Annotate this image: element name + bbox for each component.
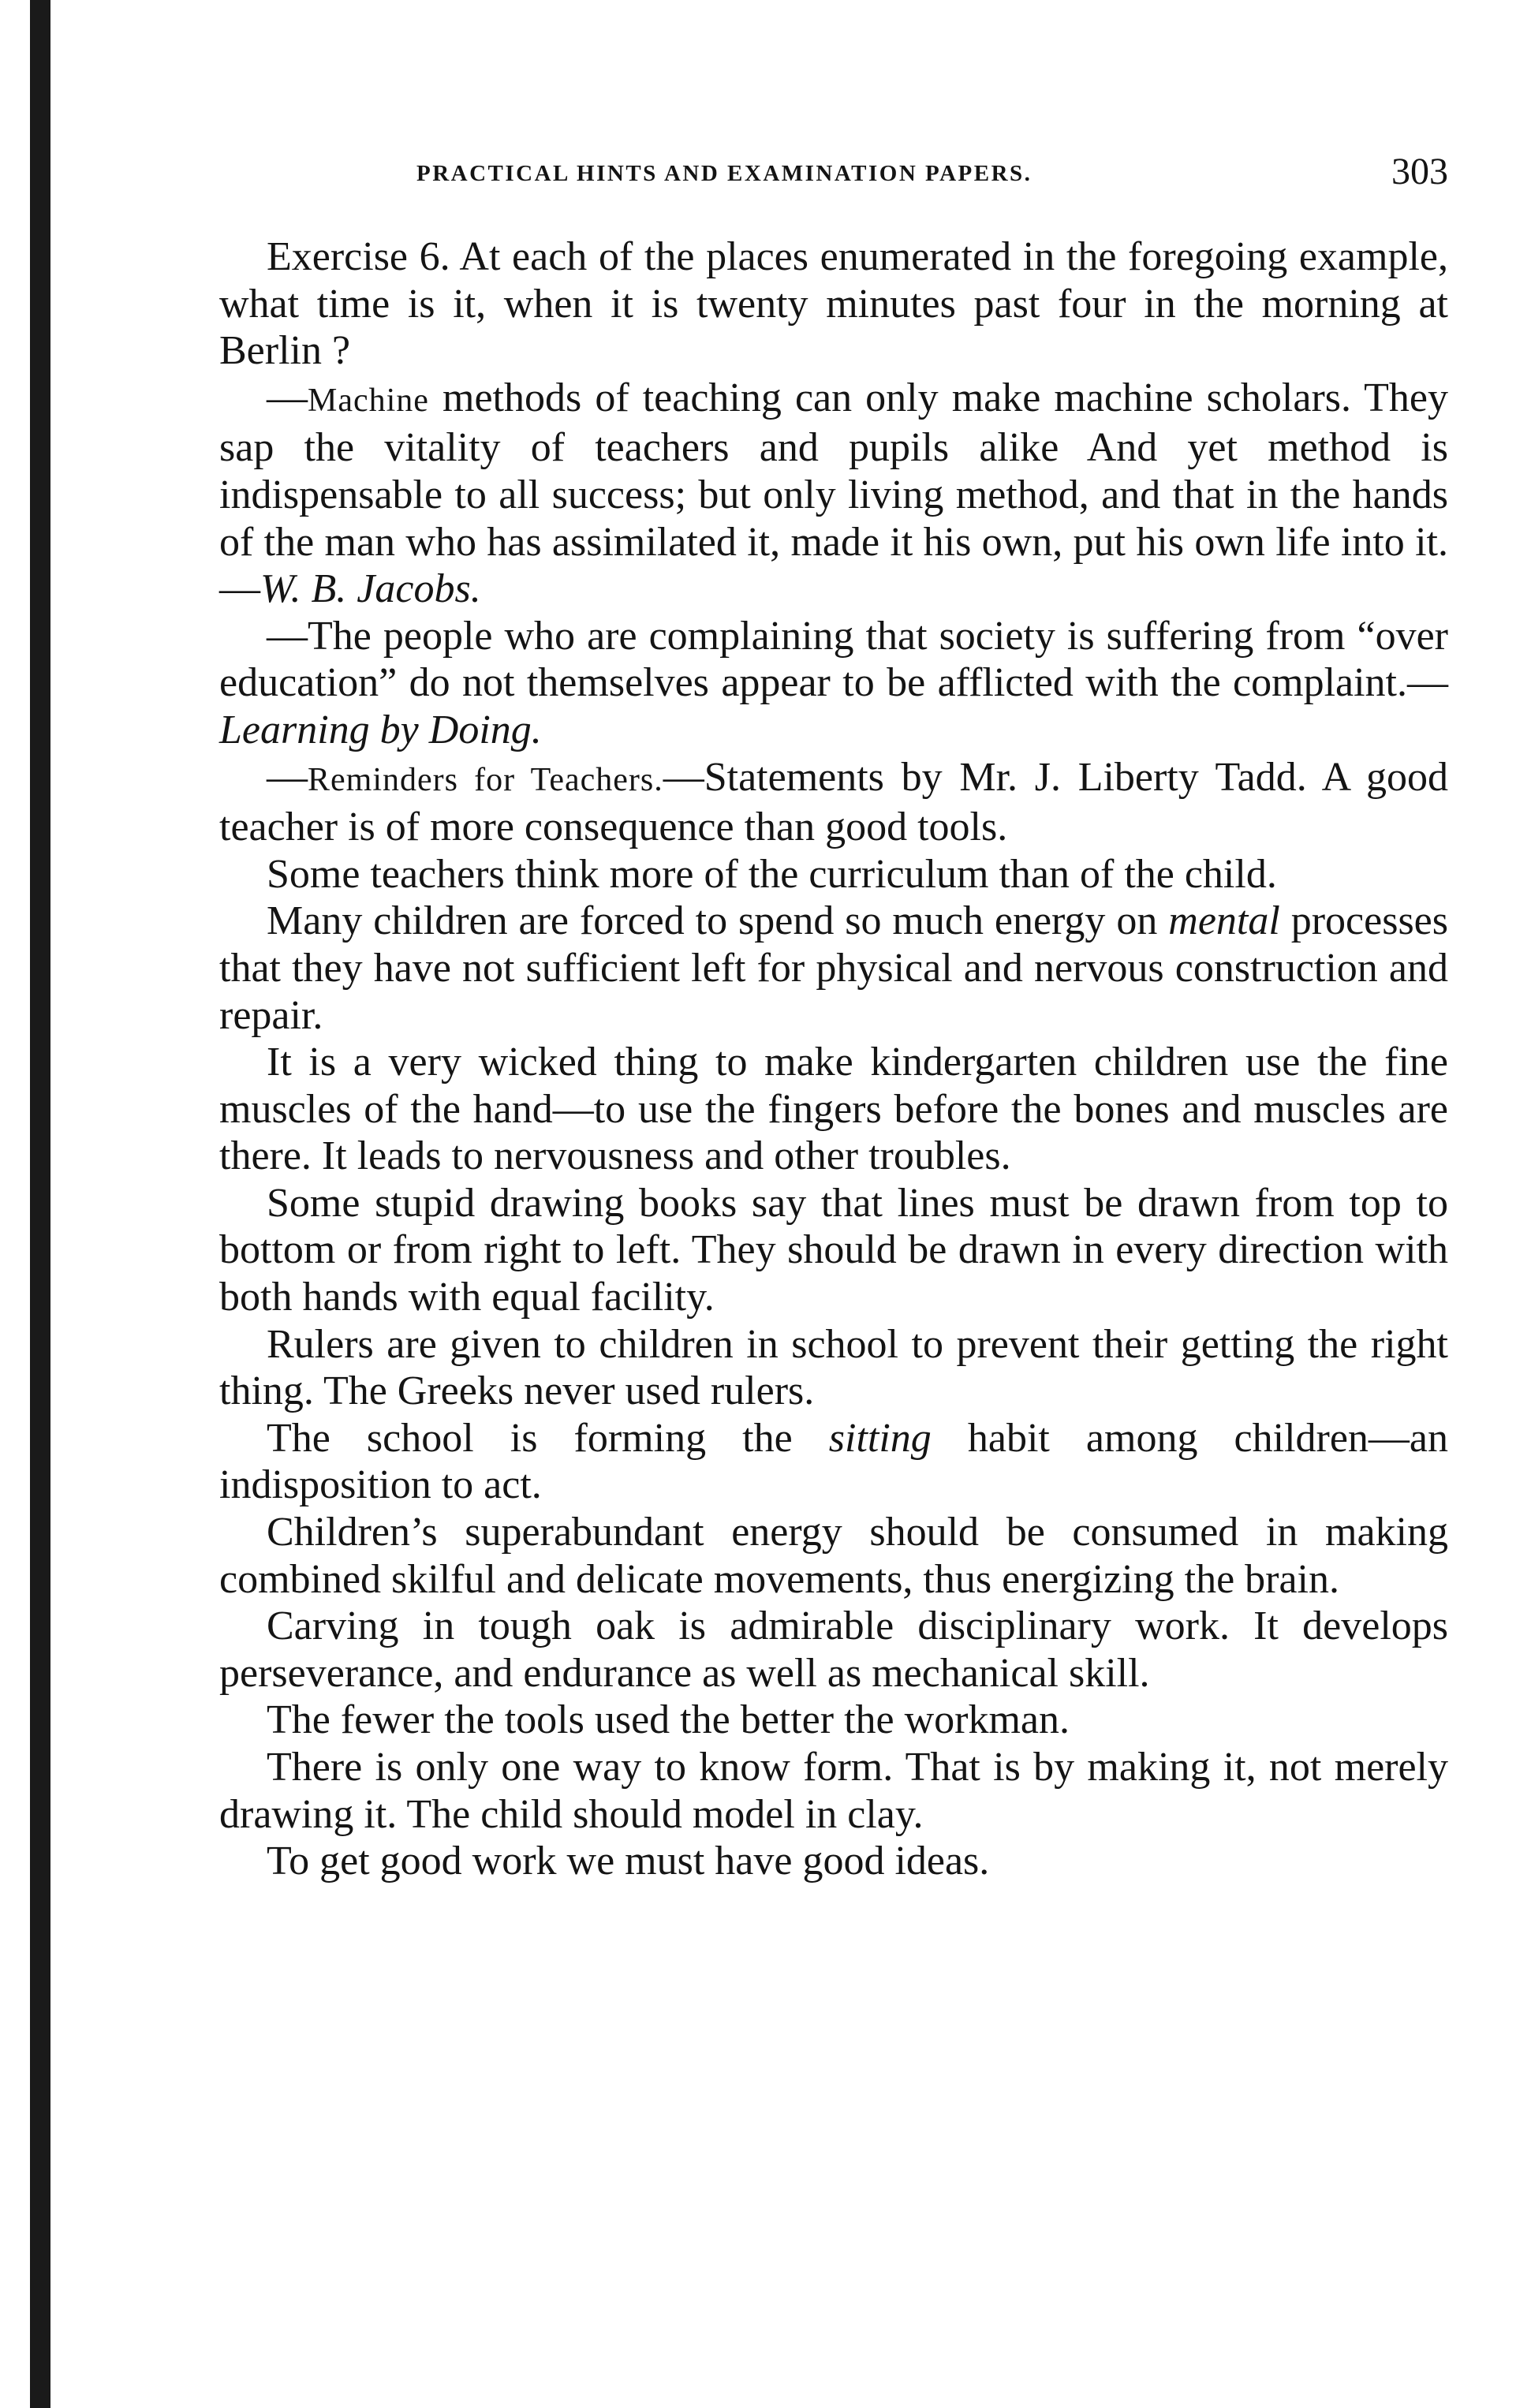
exercise-paragraph <box>219 233 1448 375</box>
page-binding-edge <box>30 0 50 2408</box>
statement-paragraph <box>219 1603 1448 1697</box>
statement-text: Some teachers think more of the curriculum than of the child. <box>267 851 1277 897</box>
reminders-text: —Statements by Mr. J. Liberty Tadd. A good teacher is of more consequence than good tools. <box>219 754 1448 850</box>
statement-paragraph <box>219 1838 1448 1885</box>
running-head-title: PRACTICAL HINTS AND EXAMINATION PAPERS. <box>416 161 1032 186</box>
reminders-heading: Reminders for Teachers. <box>308 761 663 798</box>
machine-text: methods of teaching can only make machine scholars. They sap the vitality of teachers and pupils alike And yet method is indispensable to all success; but only living method, and that in the hands of the man who has assimilated it, made it his own, put his own life into it.— <box>219 375 1448 612</box>
statement-text: Some stupid drawing books say that lines must be drawn from top to bottom or from right to left. They should be drawn in every direction with both hands with equal facility. <box>219 1180 1448 1320</box>
statement-paragraph <box>219 1321 1448 1415</box>
statement-paragraph <box>219 1415 1448 1509</box>
statement-text: The fewer the tools used the better the workman. <box>267 1697 1070 1743</box>
statement-text: It is a very wicked thing to make kindergarten children use the fine muscles of the hand—to use the fingers before the bones and muscles are there. It leads to nervousness and other troubles. <box>219 1040 1448 1179</box>
statement-paragraph <box>219 1039 1448 1180</box>
machine-author: W. B. Jacobs. <box>260 566 481 612</box>
exercise-text: Exercise 6. At each of the places enumerated in the foregoing example, what time is it, when it is twenty minutes past four in the morning at Berlin ? <box>219 234 1448 374</box>
statement-paragraph <box>219 898 1448 1039</box>
statement-text-before: Many children are forced to spend so much energy on <box>267 898 1169 944</box>
statement-text-after: processes that they have not sufficient left for physical and nervous construction and repair. <box>219 898 1449 1038</box>
statement-text-after: habit among children—an indisposition to act. <box>219 1415 1448 1508</box>
statement-emphasis: sitting <box>828 1415 932 1461</box>
statement-paragraph <box>219 1509 1448 1603</box>
page-number: 303 <box>1391 151 1448 192</box>
statement-text-before: The school is forming the <box>267 1415 829 1461</box>
statement-emphasis: mental <box>1168 898 1280 944</box>
statement-paragraph <box>219 1744 1448 1838</box>
running-head <box>219 150 1448 205</box>
book-page <box>219 150 1448 1885</box>
statement-text: There is only one way to know form. That is by making it, not merely drawing it. The child should model in clay. <box>219 1745 1448 1837</box>
people-text: —The people who are complaining that society is suffering from “over education” do not themselves appear to be afflicted with the complaint.— <box>219 613 1448 706</box>
machine-heading: Machine <box>308 382 429 419</box>
statement-text: To get good work we must have good ideas. <box>267 1839 990 1884</box>
statement-text: Children’s superabundant energy should be consumed in making combined skilful and delicate movements, thus energizing the brain. <box>219 1510 1448 1602</box>
reminders-paragraph <box>219 754 1448 851</box>
over-education-paragraph <box>219 613 1448 754</box>
statement-text: Rulers are given to children in school to prevent their getting the right thing. The Greeks never used rulers. <box>219 1321 1448 1414</box>
machine-methods-paragraph <box>219 375 1448 613</box>
statement-text: Carving in tough oak is admirable disciplinary work. It develops perseverance, and endurance as well as mechanical skill. <box>219 1603 1448 1696</box>
machine-dash: — <box>267 375 308 420</box>
body-text <box>219 233 1448 1885</box>
reminders-dash: — <box>267 754 308 800</box>
statement-paragraph <box>219 1697 1448 1744</box>
people-source: Learning by Doing. <box>219 707 542 752</box>
statement-paragraph <box>219 1180 1448 1321</box>
statement-paragraph <box>219 851 1448 898</box>
